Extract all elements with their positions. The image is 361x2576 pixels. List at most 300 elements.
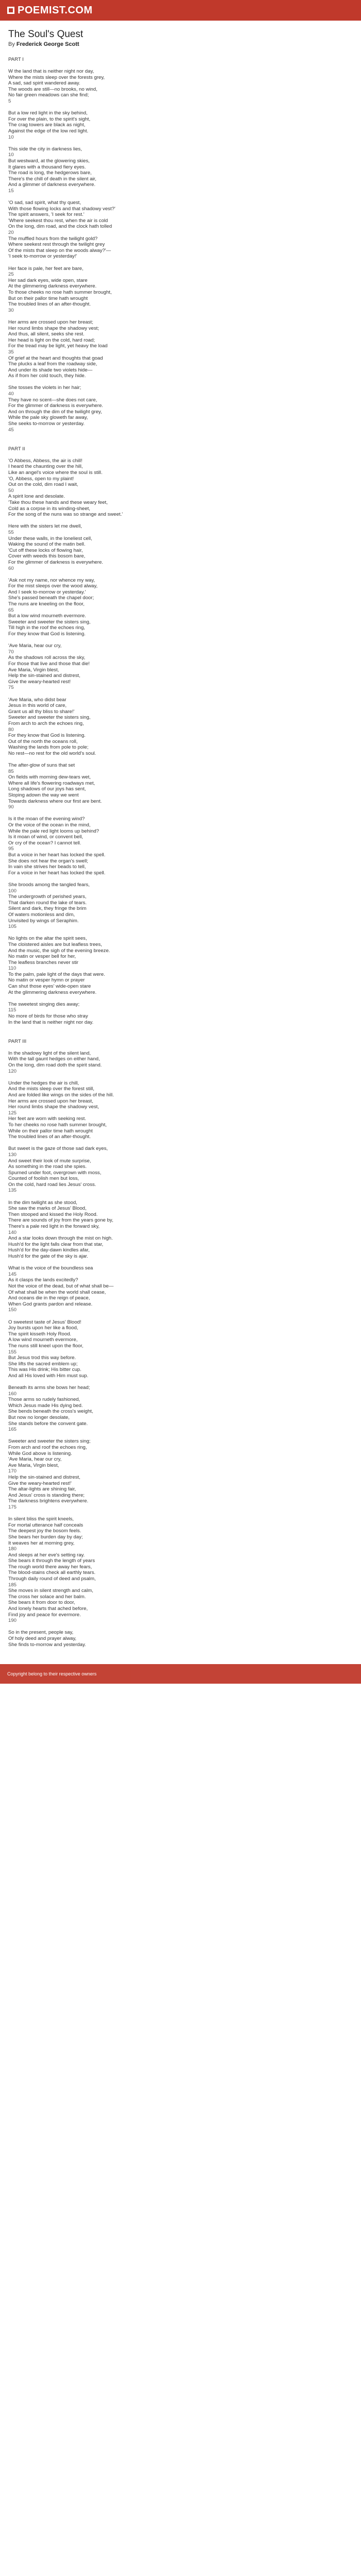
poem-line: On the cold, hard road lies Jesus' cross.: [8, 1181, 96, 1188]
stanza: [8, 1200, 353, 1260]
poem-line: Of grief at the heart and thoughts that goad: [8, 355, 103, 361]
poem-line: And under its shade two violets hide—: [8, 367, 93, 373]
poem-line: The plucks a leaf from the roadway side,: [8, 361, 97, 367]
stanza: [8, 1050, 353, 1074]
stanza-gap: [8, 1025, 353, 1031]
poem-line: Sweeter and sweeter the sisters sing;: [8, 1438, 91, 1445]
poem-line: Is it the moan of the evening wind?: [8, 816, 85, 822]
poem-line: It weaves her at morning grey,: [8, 1540, 75, 1546]
line-number: 10: [8, 152, 14, 158]
poem-line: She bears it from door to door,: [8, 1600, 75, 1606]
stanza: [8, 936, 353, 995]
line-number: 65: [8, 607, 14, 613]
poem-line: She broods among the tangled fears,: [8, 882, 90, 888]
poem-line: For the song of the nuns was so strange and sweet.': [8, 512, 123, 518]
poem-part: [8, 446, 353, 1031]
site-footer: [0, 1664, 361, 1684]
line-number: 55: [8, 529, 14, 535]
line-number: 40: [8, 391, 14, 397]
poem-line: Silent and dark, they fringe the brim: [8, 906, 87, 912]
line-number: 160: [8, 1391, 17, 1397]
poem-line: The blood-stains check all earthly tears.: [8, 1570, 96, 1576]
poem-line: Or cry of the ocean? I cannot tell.: [8, 840, 81, 846]
poem-line: Cold as a corpse in its winding-sheet,: [8, 505, 90, 512]
poem-line: I heard the chaunting over the hill,: [8, 464, 83, 470]
poem-line: On fields with morning dew-tears wet,: [8, 774, 91, 781]
poem-line: Through daily round of deed and psalm,: [8, 1576, 96, 1582]
poem-line: There are sounds of joy from the years gone by,: [8, 1217, 113, 1224]
line-number: 50: [8, 487, 14, 494]
poem-line: While the pale sky gloweth far away,: [8, 415, 88, 421]
line-number: 185: [8, 1582, 17, 1588]
stanza: [8, 110, 353, 140]
line-number: 30: [8, 307, 14, 313]
poem-line: Counted of foolish men but loss,: [8, 1176, 79, 1182]
line-number: 10: [8, 134, 14, 140]
line-number: 95: [8, 846, 14, 852]
poem-line: The spirit kisseth Holy Rood.: [8, 1331, 72, 1337]
poem-line: The sweetest singing dies away;: [8, 1001, 80, 1007]
poem-line: And sleeps at her eve's setting ray.: [8, 1552, 85, 1558]
poem-byline: [8, 41, 353, 47]
poem-line: She seeks to-morrow or yesterday.: [8, 421, 85, 427]
poem-line: She saw the marks of Jesus' Blood,: [8, 1206, 87, 1212]
line-number: 150: [8, 1307, 17, 1313]
poem-line: But a low wind mourneth evermore.: [8, 613, 86, 619]
poem-line: For a voice in her heart has locked the spell.: [8, 870, 106, 876]
poem-line: Jesus in this world of care,: [8, 703, 67, 709]
poem-line: And oceans die in the reign of peace,: [8, 1295, 90, 1301]
poem-line: Of the mists that sleep on the woods alway?'—: [8, 247, 111, 253]
line-number: 110: [8, 965, 17, 972]
poem-line: She moves in silent strength and calm,: [8, 1588, 93, 1594]
poem-line: As the shadows roll across the sky,: [8, 655, 86, 661]
poem-line: To the palm, pale light of the days that were.: [8, 971, 105, 977]
poem-line: Not the voice of the dead, but of what shall be—: [8, 1283, 114, 1289]
poem-line: And all His loved with Him must sup.: [8, 1372, 89, 1379]
poem-line: In vain she strives her beads to tell,: [8, 864, 86, 870]
line-number: 25: [8, 272, 14, 278]
poem-line: It glares with a thousand fiery eyes.: [8, 164, 86, 170]
poem-body: [8, 57, 353, 1654]
poem-line: For those that live and those that die!: [8, 661, 90, 667]
poem-line: And the mists sleep over the forest still,: [8, 1086, 94, 1092]
line-number: 175: [8, 1504, 17, 1510]
poem-line: Sweeter and sweeter the sisters sing,: [8, 619, 91, 625]
poem-line: Long shadows of our joys has sent,: [8, 786, 86, 792]
poem-line: Where the mists sleep over the forests grey,: [8, 74, 105, 80]
poem-line: But on their pallor time hath wrought: [8, 295, 88, 301]
line-number: 170: [8, 1468, 17, 1475]
poem-line: From arch and roof the echoes ring,: [8, 1445, 87, 1450]
poem-line: The road is long, the hedgerows bare,: [8, 170, 92, 176]
poem-line: For they know that God is listening.: [8, 631, 86, 637]
poem-line: 'I seek to-morrow or yesterday!': [8, 253, 77, 260]
poem-line: So in the present, people say,: [8, 1630, 74, 1636]
poem-line: Spurned under foot, overgrown with moss,: [8, 1170, 102, 1176]
poem-line: This side the city in darkness lies,: [8, 146, 82, 152]
poem-line: The woods are still—no brooks, no wind,: [8, 86, 97, 92]
poem-line: 'Cut off these locks of flowing hair,: [8, 547, 83, 553]
poem-line: The undergrowth of perished years,: [8, 894, 87, 900]
poem-line: From arch to arch the echoes ring,: [8, 720, 84, 726]
poem-line: The crag towers are black as night,: [8, 122, 86, 128]
stanza-gap: [8, 1648, 353, 1654]
stanza: [8, 1438, 353, 1510]
poem-line: Of holy deed and prayer alway,: [8, 1636, 77, 1641]
stanza: [8, 762, 353, 810]
stanza-gap: [8, 313, 353, 319]
stanza: [8, 1516, 353, 1624]
poem-line: There's the chill of death in the silent air,: [8, 176, 96, 182]
poem-line: Hush'd for the gate of the sky is ajar.: [8, 1253, 88, 1259]
poem-line: And I seek to-morrow or yesterday.': [8, 589, 86, 595]
poem-line: She lifts the sacred emblem up;: [8, 1361, 78, 1367]
line-number: 100: [8, 888, 17, 894]
poem-line: No more of birds for those who stray: [8, 1013, 88, 1020]
poem-line: But a voice in her heart has locked the spell.: [8, 852, 106, 858]
poem-line: The cross her solace and her balm.: [8, 1594, 86, 1600]
poem-line: The deepest joy the bosom feels.: [8, 1528, 81, 1534]
stanza-gap: [8, 433, 353, 439]
part-label: PART I: [8, 57, 24, 62]
stanza: [8, 1080, 353, 1140]
poem-line: With the tall gaunt hedges on either hand,: [8, 1056, 100, 1062]
line-number: 5: [8, 98, 11, 104]
stanza: [8, 882, 353, 930]
stanza: [8, 643, 353, 691]
poem-line: For mortal utterance half conceals: [8, 1522, 84, 1528]
byline-prefix: By: [8, 41, 15, 47]
poem-line: The cloistered aisles are but leafless trees,: [8, 941, 102, 947]
poem-line: And lonely hearts that ached before,: [8, 1606, 88, 1612]
line-number: 190: [8, 1618, 17, 1624]
stanza: [8, 1385, 353, 1433]
line-number: 45: [8, 427, 14, 433]
part-label: PART III: [8, 1038, 27, 1044]
poem-line: Her feet are worn with seeking rest.: [8, 1116, 86, 1122]
poem-line: Then stooped and kissed the Holy Rood.: [8, 1211, 98, 1217]
poem-line: 'Ave Maria, who didst bear: [8, 697, 67, 703]
stanza-gap: [8, 1194, 353, 1200]
poem-line: Ave Maria, Virgin blest,: [8, 1462, 59, 1468]
poem-line: Grant us all thy bliss to share!': [8, 708, 75, 715]
poem-line: The nuns are kneeling on the floor,: [8, 601, 85, 607]
poem-line: She bends beneath the cross's weight,: [8, 1409, 93, 1415]
poem-line: And the music, the sigh of the evening breeze.: [8, 947, 110, 954]
poem-line: But now no longer desolate,: [8, 1415, 70, 1421]
line-number: 60: [8, 565, 14, 571]
stanza: [8, 523, 353, 571]
stanza: [8, 319, 353, 379]
poem-line: When God grants pardon and release.: [8, 1301, 93, 1307]
stanza: [8, 458, 353, 518]
poem-line: She does not hear the organ's swell;: [8, 858, 88, 864]
poem-content: [0, 21, 361, 1664]
poem-line: The nuns still kneel upon the floor,: [8, 1343, 84, 1349]
poem-line: 'Ave Maria, hear our cry,: [8, 643, 62, 649]
poem-line: Hush'd for the day-dawn kindles afar,: [8, 1247, 90, 1253]
poem-line: Give the weary-hearted rest!': [8, 1480, 72, 1486]
poem-line: In the shadowy light of the silent land,: [8, 1050, 91, 1056]
poem-line: For they know that God is listening.: [8, 733, 86, 739]
poem-line: In silent bliss the spirit kneels,: [8, 1516, 74, 1522]
poem-line: Under these walls, in the loneliest cell,: [8, 535, 92, 541]
poem-line: Or the voice of the ocean in the mind,: [8, 822, 91, 828]
poem-line: Against the edge of the low red light.: [8, 128, 89, 134]
poem-line: A low wind mourneth evermore,: [8, 1337, 78, 1343]
poem-line: Her round limbs shape the shadowy vest;: [8, 325, 99, 331]
poem-line: Ave Maria, Virgin blest,: [8, 667, 59, 673]
poem-line: Can shut those eyes' wide-open stare: [8, 984, 91, 990]
poem-line: To those cheeks no rose hath summer brought,: [8, 289, 112, 295]
line-number: 80: [8, 726, 14, 733]
poem-line: And thus, all silent, seeks she rest.: [8, 331, 85, 337]
poem-line: While the pale red light looms up behind?: [8, 828, 99, 834]
stanza-gap: [8, 637, 353, 643]
line-number: 140: [8, 1229, 17, 1235]
poem-line: Her sad dark eyes, wide open, stare: [8, 277, 88, 283]
poem-line: In the dim twilight as she stood,: [8, 1199, 77, 1206]
stanza-gap: [8, 1511, 353, 1517]
poem-line: The troubled lines of an after-thought.: [8, 1134, 91, 1140]
stanza: [8, 1002, 353, 1025]
poem-part: [8, 57, 353, 439]
poem-line: She's passed beneath the chapel door;: [8, 595, 94, 601]
stanza-gap: [8, 571, 353, 578]
poem-line: Find joy and peace for evermore.: [8, 1612, 81, 1618]
poem-line: Her head is light on the cold, hard road;: [8, 337, 95, 343]
poem-line: While on their pallor time hath wrought: [8, 1128, 93, 1134]
poem-line: To her cheeks no rose hath summer brought,: [8, 1122, 107, 1128]
stanza: [8, 385, 353, 433]
poem-line: With those flowing locks and that shadowy vest?': [8, 206, 116, 212]
line-number: 85: [8, 768, 14, 774]
line-number: 120: [8, 1068, 17, 1074]
stanza-gap: [8, 518, 353, 524]
stanza: [8, 1319, 353, 1379]
poem-line: Is it moan of wind, or convent bell,: [8, 834, 84, 840]
poem-line: Her arms are crossed upon her breast,: [8, 1098, 93, 1104]
stanza: [8, 69, 353, 105]
stanza-gap: [8, 691, 353, 697]
poem-line: This was His drink; His bitter cup.: [8, 1367, 81, 1373]
poem-line: No rest—no rest for the old world's soul.: [8, 750, 96, 756]
poem-line: But sweet is the gaze of those sad dark eyes,: [8, 1146, 108, 1152]
poem-line: O sweetest taste of Jesus' Blood!: [8, 1319, 81, 1325]
poem-line: The troubled lines of an after-thought.: [8, 301, 91, 308]
stanza-gap: [8, 930, 353, 936]
poem-line: And are folded like wings on the sides of the hill.: [8, 1092, 114, 1098]
stanza: [8, 1630, 353, 1648]
stanza: [8, 697, 353, 757]
poem-line: Help the sin-stained and distrest,: [8, 673, 80, 679]
part-label: PART II: [8, 446, 25, 452]
stanza-gap: [8, 876, 353, 882]
stanza-gap: [8, 1074, 353, 1080]
poem-line: She finds to-morrow and yesterday.: [8, 1641, 86, 1648]
site-name: POEMIST.COM: [18, 4, 93, 16]
footer-copyright: Copyright belong to their respective owners: [7, 1671, 97, 1676]
poem-line: Her face is pale, her feet are bare,: [8, 265, 84, 272]
stanza-gap: [8, 1140, 353, 1146]
stanza-gap: [8, 1624, 353, 1630]
stanza-gap: [8, 1260, 353, 1266]
poem-line: For the glimmer of darkness is everywhere.: [8, 403, 103, 409]
poem-line: Which Jesus made His dying bed.: [8, 1402, 83, 1409]
poem-line: W the land that is neither night nor day,: [8, 69, 94, 74]
poem-line: But Jesus trod this way before.: [8, 1355, 76, 1361]
poem-line: 'Ask not my name, nor whence my way,: [8, 577, 95, 583]
poem-line: Unvisited by wings of Seraphim.: [8, 918, 79, 924]
poem-line: 'Take thou these hands and these weary feet,: [8, 499, 108, 505]
poem-line: For the tread may be light, yet heavy the load: [8, 343, 108, 349]
poem-line: Cover with weeds this bosom bare,: [8, 553, 86, 560]
poem-line: 'Ave Maria, hear our cry,: [8, 1456, 62, 1463]
poem-line: 'O Abbess, Abbess, the air is chill!: [8, 457, 83, 464]
poem-part: [8, 1039, 353, 1654]
stanza-gap: [8, 194, 353, 200]
poem-line: She bears her burden day by day;: [8, 1534, 83, 1540]
stanza-gap: [8, 140, 353, 146]
poem-line: 'O, Abbess, open to my plaint!: [8, 476, 74, 482]
stanza-gap: [8, 260, 353, 266]
line-number: 115: [8, 1007, 17, 1013]
poem-line: The after-glow of suns that set: [8, 762, 75, 769]
line-number: 130: [8, 1151, 17, 1158]
stanza: [8, 1265, 353, 1313]
poem-line: Sweeter and sweeter the sisters sing,: [8, 715, 91, 721]
line-number: 135: [8, 1188, 17, 1194]
stanza: [8, 578, 353, 637]
poem-line: And a star looks down through the mist on high.: [8, 1235, 113, 1242]
poem-line: As if from her cold touch, they hide.: [8, 373, 86, 379]
poem-line: Till high in the roof the echoes ring,: [8, 625, 85, 631]
poem-title: The Soul's Quest: [8, 29, 84, 40]
line-number: 180: [8, 1546, 17, 1552]
stanza: [8, 200, 353, 260]
site-logo[interactable]: [7, 5, 93, 16]
poem-line: Washing the lands from pole to pole;: [8, 744, 89, 751]
poem-line: While God above is listening.: [8, 1450, 72, 1456]
poem-line: But a low red light in the sky behind,: [8, 110, 88, 116]
line-number: 90: [8, 804, 14, 810]
poem-line: She tosses the violets in her hair;: [8, 385, 81, 391]
poem-line: And on through the dim of the twilight grey,: [8, 409, 102, 415]
poem-line: She bears it through the length of years: [8, 1558, 95, 1564]
poem-line: Where all life's flowering roadways met,: [8, 780, 95, 786]
poem-line: Out on the cold, dim road I wait,: [8, 482, 78, 488]
poem-line: There's a pale red light in the forward sky,: [8, 1224, 100, 1230]
poem-line: Like an angel's voice where the soul is still.: [8, 470, 103, 476]
line-number: 15: [8, 188, 14, 194]
line-number: 70: [8, 649, 14, 655]
poem-line: And a glimmer of darkness everywhere.: [8, 182, 96, 188]
poem-line: For the glimmer of darkness is everywhere.: [8, 559, 103, 565]
poem-line: Hush'd for the light falls clear from that star,: [8, 1241, 104, 1247]
poem-line: Joy bursts upon her like a flood,: [8, 1325, 78, 1331]
stanza: [8, 1146, 353, 1194]
poem-line: The muffled hours from the twilight gold?: [8, 235, 98, 242]
poem-line: The altar-lights are shining fair,: [8, 1486, 76, 1493]
poem-line: Sloping adown the way we went: [8, 792, 79, 799]
poem-line: On the long, dim road, and the clock hath tolled: [8, 224, 112, 230]
poem-line: At the glimmering darkness everywhere.: [8, 283, 97, 290]
poem-line: Under the hedges the air is chill,: [8, 1080, 79, 1086]
poem-line: No matin or vesper bell for her,: [8, 954, 76, 960]
stanza-gap: [8, 1313, 353, 1319]
poem-line: Waking the sound of the matin bell.: [8, 541, 86, 548]
poem-line: A spirit lone and desolate.: [8, 494, 65, 500]
stanza: [8, 266, 353, 314]
poem-line: The darkness brightens everywhere.: [8, 1498, 89, 1504]
stanza-gap: [8, 379, 353, 385]
stanza-gap: [8, 995, 353, 1002]
poem-line: Of waters motionless and dim,: [8, 911, 75, 918]
site-header: [0, 0, 361, 21]
poem-line: She stands before the convent gate.: [8, 1420, 88, 1427]
poem-line: The spirit answers, 'I seek for rest.': [8, 212, 85, 218]
stanza: [8, 146, 353, 194]
line-number: 125: [8, 1110, 17, 1116]
poem-line: For over the plain, to the spirit's sight,: [8, 116, 91, 122]
poem-line: And sweet their look of mute surprise,: [8, 1158, 91, 1164]
poem-line: The leafless branches never stir: [8, 959, 78, 965]
poem-line: For the mist sleeps over the wood alway,: [8, 583, 98, 589]
line-number: 105: [8, 924, 17, 930]
poem-line: As it clasps the lands excitedly?: [8, 1277, 78, 1283]
poem-line: Where seekest rest through the twilight grey: [8, 242, 105, 248]
poem-line: What is the voice of the boundless sea: [8, 1265, 93, 1272]
poem-line: Those arms so rudely fashioned,: [8, 1397, 80, 1403]
poem-line: They have no scent—she does not care,: [8, 397, 97, 403]
stanza-gap: [8, 757, 353, 763]
poem-line: That darken round the lake of tears.: [8, 900, 87, 906]
poem-line: No lights on the altar the spirit sees,: [8, 936, 87, 942]
poem-line: Her round limbs shape the shadowy vest,: [8, 1104, 99, 1110]
poem-line: 'Where seekest thou rest, when the air is cold: [8, 217, 108, 224]
stanza-gap: [8, 105, 353, 111]
poem-line: Beneath its arms she bows her head;: [8, 1385, 90, 1391]
logo-icon: [7, 7, 14, 14]
poem-line: Out of the north the oceans roll,: [8, 738, 78, 744]
stanza-gap: [8, 810, 353, 817]
poem-line: As something in the road she spies.: [8, 1164, 87, 1170]
poem-line: Help the sin-stained and distrest,: [8, 1474, 80, 1480]
line-number: 20: [8, 230, 14, 236]
poem-line: Of what shall be when the world shall cease,: [8, 1289, 106, 1295]
line-number: 75: [8, 685, 14, 691]
poem-line: And Jesus' cross is standing there;: [8, 1492, 85, 1498]
poem-line: Give the weary-hearted rest!: [8, 679, 71, 685]
poem-line: At the glimmering darkness everywhere.: [8, 989, 97, 995]
poem-line: But westward, at the glowering skies,: [8, 158, 90, 164]
poem-line: A sad, sad spirit wandered away.: [8, 80, 80, 87]
poem-line: Here with the sisters let me dwell,: [8, 523, 82, 530]
poem-line: In the land that is neither night nor day.: [8, 1019, 94, 1025]
line-number: 35: [8, 349, 14, 355]
stanza-gap: [8, 1379, 353, 1385]
line-number: 165: [8, 1427, 17, 1433]
line-number: 145: [8, 1271, 17, 1277]
poem-line: 'O sad, sad spirit, what thy quest,: [8, 200, 81, 206]
poem-line: Her arms are crossed upon her breast;: [8, 319, 93, 325]
author-name[interactable]: Frederick George Scott: [16, 41, 79, 47]
poem-line: No matin or vesper hymn or prayer: [8, 977, 85, 984]
stanza-gap: [8, 1433, 353, 1439]
poem-line: Towards darkness where our first are bent.: [8, 798, 102, 804]
stanza: [8, 816, 353, 876]
